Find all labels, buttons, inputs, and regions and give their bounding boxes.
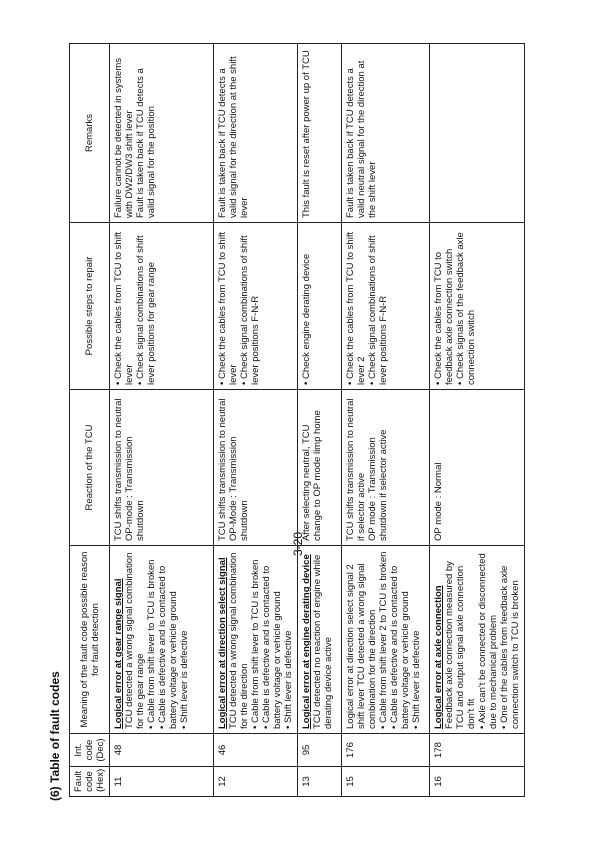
meaning-cell <box>430 546 525 734</box>
steps-cell <box>110 223 214 390</box>
repair-step: • Check the cables from TCU to feedback axle connection switch <box>433 248 455 385</box>
fault-code-table <box>69 43 525 797</box>
remarks-cell <box>342 44 430 223</box>
fault-code-cell: 15 <box>342 767 430 797</box>
int-code-cell: 48 <box>110 734 214 767</box>
col-meaning: Meaning of the fault code possible reason for fault detection <box>70 546 110 734</box>
remarks-cell <box>214 44 298 223</box>
repair-step: • Check the cables from TCU to shift lever <box>217 231 239 385</box>
meaning-text: TCU detected a wrong signal combination for the direction <box>228 552 250 729</box>
table-row <box>214 44 298 797</box>
steps-cell <box>298 223 342 390</box>
fault-code-cell: 13 <box>298 767 342 797</box>
reaction-line: OP-Mode : Transmission shutdown <box>228 436 250 541</box>
table-row <box>342 44 430 797</box>
meaning-cell <box>110 546 214 734</box>
table-row <box>430 44 525 797</box>
reaction-line: TCU shifts transmission to neutral <box>217 398 228 541</box>
meaning-text: Logical error at direction select signal 2 shift lever TCU detected a wrong signal combination for the direction <box>345 563 378 729</box>
meaning-bullet: • Axle can't be connected or disconnected due to mechanical problem <box>477 553 499 729</box>
repair-step: • Check the cables from TCU to shift lever <box>113 231 135 385</box>
table-row <box>298 44 342 797</box>
remarks-cell <box>298 44 342 223</box>
repair-step: • Check signal combinations of shift lever positions for gear range <box>135 235 157 385</box>
meaning-bullet: • Cable is defective and is contacted to battery voltage or vehicle ground <box>261 565 283 729</box>
int-code-cell: 178 <box>430 734 525 767</box>
repair-step: • Check the cables from TCU to shift lever 2 <box>345 231 367 385</box>
col-fault-code: Fault code (Hex) <box>70 767 110 797</box>
meaning-bullet: • Shift lever is defective <box>283 630 294 729</box>
fault-code-cell: 12 <box>214 767 298 797</box>
meaning-cell <box>342 546 430 734</box>
meaning-title: Logical error at gear range signal <box>113 578 124 729</box>
meaning-bullet: • Cable from shift lever to TCU is broken <box>250 559 261 729</box>
meaning-title: Logical error at engine derating device <box>301 554 312 729</box>
fault-code-cell: 16 <box>430 767 525 797</box>
meaning-bullet: • Cable from shift lever to TCU is broken <box>146 559 157 729</box>
remarks-cell <box>430 44 525 223</box>
meaning-cell <box>214 546 298 734</box>
repair-step: • Check signal combinations of shift lever positions F-N-R <box>239 235 261 385</box>
reaction-cell <box>298 390 342 546</box>
col-steps: Possible steps to repair <box>70 223 110 390</box>
repair-step: • Check signals of the feedback axle connection switch <box>455 232 477 385</box>
reaction-line: TCU shifts transmission to neutral <box>113 398 124 541</box>
meaning-bullet: • Shift lever is defective <box>179 630 190 729</box>
table-heading: (6) Table of fault codes <box>48 671 62 801</box>
reaction-line: OP mode : Normal <box>433 462 444 541</box>
meaning-bullet: • Shift lever is defective <box>411 630 422 729</box>
int-code-cell: 46 <box>214 734 298 767</box>
int-code-cell: 95 <box>298 734 342 767</box>
col-int-code: Int. code (Dec) <box>70 734 110 767</box>
header-row <box>70 44 110 797</box>
meaning-text: TCU detected no reaction of engine while derating device active <box>312 554 334 729</box>
steps-cell <box>342 223 430 390</box>
meaning-bullet: • One of the cables from feedback axle connection switch to TCU is broken <box>499 565 521 729</box>
remark-line: Failure cannot be detected in systems with DW2/DW3 shift lever <box>113 57 135 218</box>
col-remarks: Remarks <box>70 44 110 223</box>
meaning-bullet: • Cable is defective and is contacted to battery voltage or vehicle ground <box>157 565 179 729</box>
col-reaction: Reaction of the TCU <box>70 390 110 546</box>
remark-line: Fault is taken back if TCU detects a valid signal for the position <box>135 68 157 218</box>
meaning-bullet: • Cable from shift lever 2 to TCU is broken <box>378 551 389 729</box>
reaction-cell <box>342 390 430 546</box>
reaction-line: OP mode : Transmission shutdown if selector active <box>367 429 389 541</box>
reaction-line: TCU shifts transmission to neutral if selector active <box>345 398 367 541</box>
remark-line: Fault is taken back if TCU detects a valid signal for the direction at the shift lever <box>217 56 250 218</box>
meaning-cell <box>298 546 342 734</box>
meaning-title: Logical error at axle connection <box>433 585 444 729</box>
meaning-text: Feedback axle connection measured by TCU and output signal axle connection don't fit <box>444 561 477 729</box>
reaction-cell <box>214 390 298 546</box>
meaning-text: TCU detected a wrong signal combination for the gear range <box>124 552 146 729</box>
repair-step: • Check signal combinations of shift lever positions F-N-R <box>367 235 389 385</box>
reaction-cell <box>110 390 214 546</box>
fault-code-cell: 11 <box>110 767 214 797</box>
reaction-line: OP-mode : Transmission shutdown <box>124 436 146 541</box>
remarks-cell <box>110 44 214 223</box>
steps-cell <box>430 223 525 390</box>
reaction-cell <box>430 390 525 546</box>
meaning-bullet: • Cable is defective and is contacted to battery voltage or vehicle ground <box>389 565 411 729</box>
page-number: 3-20 <box>291 531 305 556</box>
rotated-page <box>44 44 544 801</box>
int-code-cell: 176 <box>342 734 430 767</box>
repair-step: • Check engine derating device <box>301 253 312 385</box>
meaning-title: Logical error at direction select signal <box>217 557 228 729</box>
remark-line: This fault is reset after power up of TCU <box>301 50 312 218</box>
steps-cell <box>214 223 298 390</box>
remark-line: Fault is taken back if TCU detects a valid neutral signal for the direction at the shift lever <box>345 60 378 218</box>
reaction-line: After selecting neutral, TCU change to OP mode limp home <box>301 410 323 541</box>
table-row <box>110 44 214 797</box>
